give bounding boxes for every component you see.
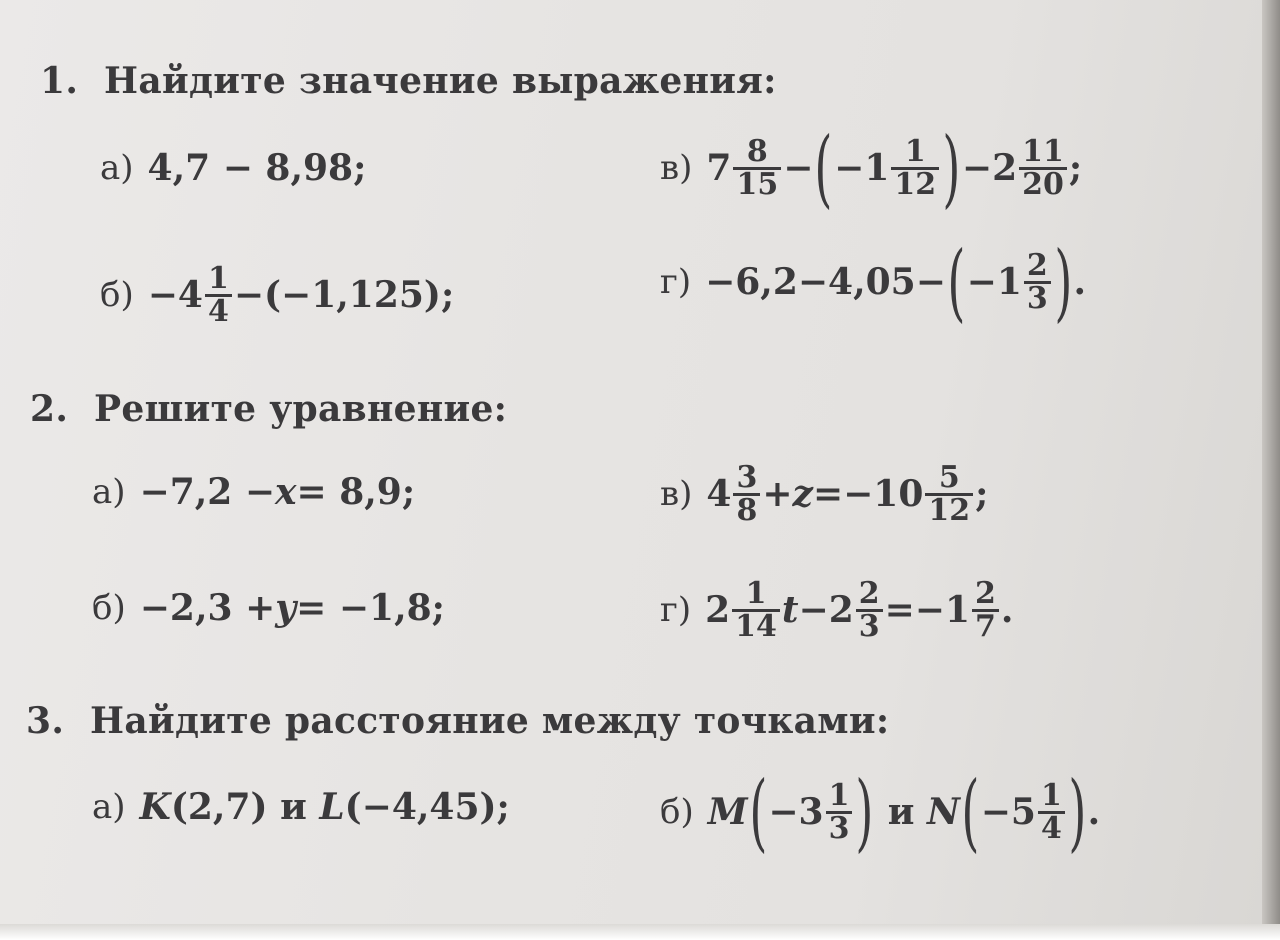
numerator: 8 [746, 133, 768, 169]
task2-v-eq: =−10 [812, 473, 924, 515]
task1-v-label: в) [660, 148, 693, 188]
denominator: 20 [1019, 167, 1067, 200]
task2-v-end: ; [975, 473, 989, 515]
task3-b-label: б) [660, 792, 694, 832]
task2-b-label: б) [92, 588, 126, 628]
task3-b-point2: N [927, 791, 960, 833]
page-bottom-edge [0, 924, 1280, 940]
task1-a [100, 140, 366, 196]
task2-g-fraction3 [972, 575, 999, 644]
task3-b-and: и [875, 791, 928, 833]
task1-v-op1: − [783, 147, 814, 189]
task3-b-fraction1 [826, 777, 853, 846]
numerator: 11 [1022, 133, 1064, 169]
left-paren: ( [814, 119, 833, 217]
task2-g-var: t [781, 589, 799, 631]
task2-v-label: в) [660, 474, 693, 514]
denominator: 14 [732, 609, 780, 642]
right-paren: ) [1068, 763, 1087, 861]
left-paren: ( [961, 763, 980, 861]
page-edge [1262, 0, 1280, 940]
task3-a-and: и [267, 786, 320, 828]
task2-heading [30, 388, 507, 430]
task2-v-fraction1 [733, 459, 760, 528]
task2-g-whole1: 2 [705, 589, 731, 631]
task1-g-whole: −1 [966, 261, 1022, 303]
left-paren: ( [947, 233, 966, 331]
task1-a-expr: 4,7 − 8,98; [147, 147, 367, 189]
numerator: 1 [828, 777, 850, 813]
numerator: 1 [1040, 777, 1062, 813]
right-paren: ) [1054, 233, 1073, 331]
task1-g-end: . [1073, 261, 1087, 303]
task3-a-label: а) [92, 787, 126, 827]
task2-v-whole1: 4 [706, 473, 732, 515]
task3-b-whole2: −5 [980, 791, 1036, 833]
task1-v-op2: −2 [961, 147, 1018, 189]
task3-b-whole1: −3 [768, 791, 824, 833]
left-paren: ( [748, 763, 767, 861]
task1-g-fraction [1024, 247, 1051, 316]
task2-b-post: = −1,8; [296, 587, 445, 629]
numerator: 2 [1026, 247, 1048, 283]
denominator: 3 [1024, 281, 1051, 314]
task1-title: Найдите значение выражения: [104, 60, 777, 102]
task1-heading [40, 60, 777, 102]
task1-v-end: ; [1068, 147, 1083, 189]
task2-g-label: г) [660, 590, 692, 630]
task1-v-whole1: 7 [706, 147, 732, 189]
task3-heading [26, 700, 889, 742]
denominator: 4 [205, 294, 232, 327]
task1-b [100, 240, 454, 350]
task2-g [660, 560, 1013, 660]
task2-v-fraction2 [925, 459, 973, 528]
task3-a-point1: K [139, 786, 171, 828]
denominator: 7 [972, 609, 999, 642]
task2-a-post: = 8,9; [296, 471, 416, 513]
task1-v-fraction2 [891, 133, 939, 202]
task3-a-value2: (−4,45); [344, 786, 510, 828]
task1-b-label: б) [100, 275, 134, 315]
task1-v-whole2: −1 [834, 147, 890, 189]
right-paren: ) [855, 763, 874, 861]
denominator: 3 [856, 609, 883, 642]
task2-g-fraction1 [732, 575, 780, 644]
numerator: 2 [858, 575, 880, 611]
task1-b-fraction [205, 260, 232, 329]
task2-a [92, 462, 415, 522]
denominator: 15 [733, 167, 781, 200]
task2-title: Решите уравнение: [94, 388, 508, 430]
numerator: 1 [904, 133, 926, 169]
task1-v-fraction1 [733, 133, 781, 202]
task1-number: 1. [40, 60, 79, 102]
task1-b-rest: −(−1,125); [233, 274, 455, 316]
task2-v-mid: + [762, 473, 793, 515]
task2-a-label: а) [92, 472, 126, 512]
numerator: 5 [938, 459, 960, 495]
denominator: 8 [733, 493, 760, 526]
task2-g-end: . [1000, 589, 1014, 631]
denominator: 12 [925, 493, 973, 526]
numerator: 3 [736, 459, 758, 495]
right-paren: ) [942, 119, 961, 217]
task2-g-eq: =−1 [884, 589, 971, 631]
numerator: 1 [745, 575, 767, 611]
task1-b-whole: −4 [147, 274, 203, 316]
denominator: 12 [891, 167, 939, 200]
task3-number: 3. [26, 700, 65, 742]
task2-a-var: x [275, 471, 297, 513]
task2-b [92, 578, 445, 638]
task3-b [660, 760, 1100, 864]
task1-g [660, 232, 1086, 332]
task2-v-var: z [792, 473, 813, 515]
denominator: 4 [1038, 811, 1065, 844]
task3-a-point2: L [319, 786, 345, 828]
task1-a-label: а) [100, 148, 134, 188]
task3-a [92, 775, 510, 839]
task3-title: Найдите расстояние между точками: [90, 700, 890, 742]
numerator: 1 [207, 260, 229, 296]
task1-g-pre: −6,2−4,05− [705, 261, 946, 303]
task1-g-label: г) [660, 262, 692, 302]
task2-b-var: y [275, 587, 297, 629]
task2-g-op: −2 [798, 589, 854, 631]
task1-v-fraction3 [1019, 133, 1067, 202]
task3-b-point1: M [707, 791, 748, 833]
denominator: 3 [826, 811, 853, 844]
task3-b-fraction2 [1038, 777, 1065, 846]
task3-b-end: . [1087, 791, 1101, 833]
task2-b-pre: −2,3 + [139, 587, 276, 629]
numerator: 2 [975, 575, 996, 611]
task2-g-fraction2 [856, 575, 883, 644]
task2-v [660, 444, 988, 544]
task2-number: 2. [30, 388, 69, 430]
task2-a-pre: −7,2 − [139, 471, 276, 513]
task1-v [660, 118, 1082, 218]
task3-a-value1: (2,7) [170, 786, 268, 828]
